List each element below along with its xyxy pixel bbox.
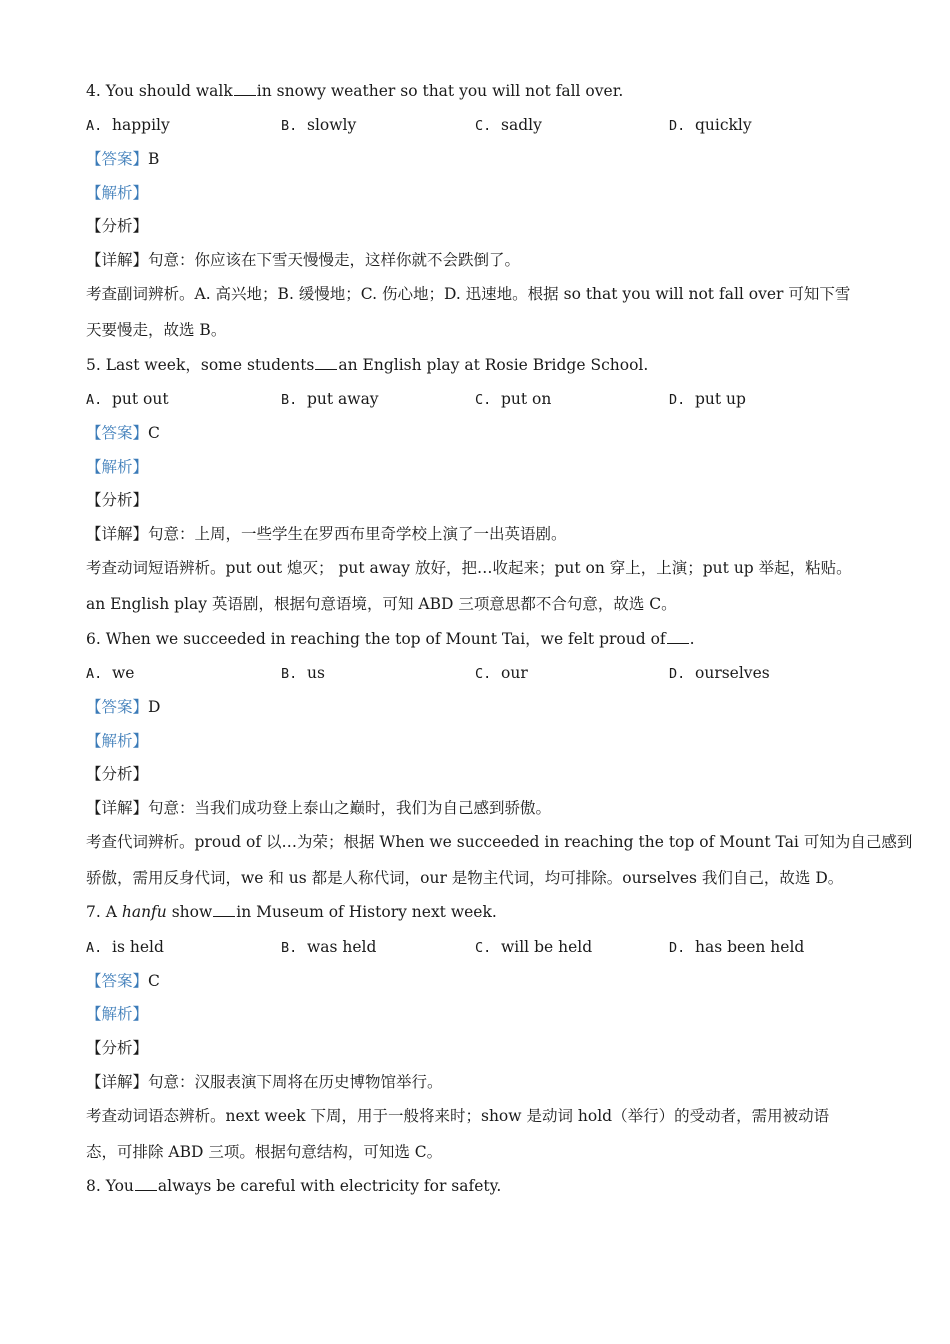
stem-text: an English play at Rosie Bridge School. [338,356,649,374]
question-4-stem [86,81,623,101]
stem-text: show [166,903,213,921]
question-5-answer: 【答案】C [86,424,160,442]
question-4-option-a: A. happily [86,116,170,134]
stem-text: 7. A [86,903,122,921]
stem-italic-text: hanfu [121,903,167,921]
question-7-option-a: A. is held [86,938,164,956]
question-4-detail: 【详解】句意：你应该在下雪天慢慢走，这样你就不会跌倒了。 [86,251,521,269]
question-5-option-c: C. put on [475,390,552,408]
question-6-explain-line-2: 骄傲，需用反身代词，we 和 us 都是人称代词，our 是物主代词，均可排除。ourselves 我们自己，故选 D。 [86,869,844,887]
question-7-detail: 【详解】句意：汉服表演下周将在历史博物馆举行。 [86,1073,443,1091]
answer-blank [667,629,689,644]
question-4-option-c: C. sadly [475,116,542,134]
question-7-option-b: B. was held [281,938,377,956]
stem-text: in Museum of History next week. [236,903,497,921]
answer-blank [315,355,337,370]
question-7-fenxi: 【分析】 [86,1039,149,1057]
question-8-stem [86,1176,501,1196]
stem-text: in snowy weather so that you will not fall over. [256,82,624,100]
question-4-jiexi: 【解析】 [86,184,149,202]
stem-text: always be careful with electricity for safety. [157,1177,502,1195]
question-5-detail: 【详解】句意：上周，一些学生在罗西布里奇学校上演了一出英语剧。 [86,525,567,543]
question-6-option-d: D. ourselves [669,664,770,682]
question-6-stem [86,629,695,649]
question-7-explain-line-1: 考查动词语态辨析。next week 下周，用于一般将来时；show 是动词 hold（举行）的受动者，需用被动语 [86,1107,830,1125]
stem-text: 5. Last week，some students [86,356,315,374]
question-5-jiexi: 【解析】 [86,458,149,476]
question-6-option-b: B. us [281,664,325,682]
question-4-explain-line-1: 考查副词辨析。A. 高兴地；B. 缓慢地；C. 伤心地；D. 迅速地。根据 so that you will not fall over 可知下雪 [86,285,851,303]
question-7-option-d: D. has been held [669,938,805,956]
question-6-fenxi: 【分析】 [86,765,149,783]
question-6-detail: 【详解】句意：当我们成功登上泰山之巅时，我们为自己感到骄傲。 [86,799,552,817]
question-7-explain-line-2: 态，可排除 ABD 三项。根据句意结构，可知选 C。 [86,1143,443,1161]
question-7-option-c: C. will be held [475,938,593,956]
stem-text: . [689,630,695,648]
answer-blank [213,902,235,917]
question-5-stem [86,355,648,375]
stem-text: 4. You should walk [86,82,233,100]
question-5-option-d: D. put up [669,390,746,408]
question-7-stem [86,902,497,922]
question-6-option-c: C. our [475,664,528,682]
question-5-fenxi: 【分析】 [86,491,149,509]
answer-blank [135,1176,157,1191]
question-4-fenxi: 【分析】 [86,217,149,235]
stem-text: 8. You [86,1177,134,1195]
question-6-explain-line-1: 考查代词辨析。proud of 以…为荣；根据 When we succeeded in reaching the top of Mount Tai 可知为自己感到 [86,833,913,851]
question-4-answer: 【答案】B [86,150,160,168]
question-5-option-b: B. put away [281,390,379,408]
question-5-option-a: A. put out [86,390,169,408]
answer-blank [234,81,256,96]
question-6-option-a: A. we [86,664,135,682]
question-4-option-d: D. quickly [669,116,752,134]
question-7-answer: 【答案】C [86,972,160,990]
question-4-option-b: B. slowly [281,116,357,134]
question-4-explain-line-2: 天要慢走，故选 B。 [86,321,227,339]
question-6-answer: 【答案】D [86,698,161,716]
question-7-jiexi: 【解析】 [86,1005,149,1023]
question-6-jiexi: 【解析】 [86,732,149,750]
question-5-explain-line-1: 考查动词短语辨析。put out 熄灭； put away 放好，把…收起来；put on 穿上，上演；put up 举起，粘贴。 [86,559,852,577]
stem-text: 6. When we succeeded in reaching the top of Mount Tai，we felt proud of [86,630,666,648]
question-5-explain-line-2: an English play 英语剧，根据句意语境，可知 ABD 三项意思都不合句意，故选 C。 [86,595,677,613]
